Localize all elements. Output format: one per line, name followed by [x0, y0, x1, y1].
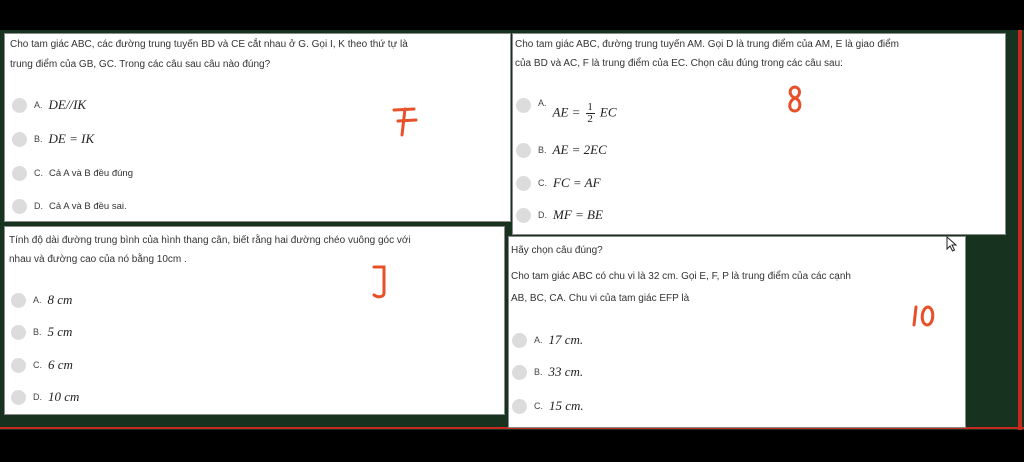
option-text: 5 cm [47, 324, 73, 339]
question-card-7 [4, 33, 511, 222]
option-label: A. [34, 100, 43, 110]
option-text: FC = AF [553, 175, 601, 190]
option-rhs: EC [599, 103, 617, 119]
handwritten-number-7 [390, 104, 422, 138]
question-card-8 [512, 33, 1006, 235]
handwritten-number-9 [369, 263, 391, 299]
radio-button[interactable] [12, 132, 27, 147]
option-7-a[interactable] [12, 96, 86, 114]
option-label: A. [33, 295, 42, 305]
option-label: D. [538, 210, 547, 220]
top-black-bar [0, 0, 1024, 30]
question-8-line-1: Cho tam giác ABC, đường trung tuyến AM. Gọi D là trung điểm của AM, E là giao điểm [515, 39, 899, 50]
radio-button[interactable] [512, 399, 527, 414]
bottom-black-bar [0, 430, 1024, 462]
radio-button[interactable] [516, 98, 531, 113]
radio-button[interactable] [11, 325, 26, 340]
option-label: D. [33, 392, 42, 402]
option-9-a[interactable] [11, 291, 72, 309]
question-7-line-1: Cho tam giác ABC, các đường trung tuyến BD và CE cắt nhau ở G. Gọi I, K theo thứ tự là [10, 39, 408, 50]
radio-button[interactable] [512, 333, 527, 348]
option-text: 17 cm. [548, 332, 584, 347]
radio-button[interactable] [11, 293, 26, 308]
option-8-b[interactable] [516, 141, 607, 159]
option-text: 33 cm. [548, 364, 584, 379]
option-9-b[interactable] [11, 323, 72, 341]
option-10-c[interactable] [512, 397, 584, 415]
option-label: C. [34, 168, 43, 178]
option-9-c[interactable] [11, 356, 73, 374]
radio-button[interactable] [516, 143, 531, 158]
option-lhs: AE = [552, 103, 581, 119]
option-label: B. [34, 134, 43, 144]
question-10-line-2: AB, BC, CA. Chu vi của tam giác EFP là [511, 293, 690, 304]
question-card-10 [508, 236, 966, 428]
option-label: D. [34, 201, 43, 211]
option-text: DE = IK [48, 131, 95, 146]
radio-button[interactable] [11, 358, 26, 373]
question-10-line-1: Cho tam giác ABC có chu vi là 32 cm. Gọi E, F, P là trung điểm của các cạnh [511, 271, 851, 282]
fraction-one-half [586, 102, 595, 125]
radio-button[interactable] [512, 365, 527, 380]
handwritten-number-8 [785, 84, 805, 114]
option-label: C. [33, 360, 42, 370]
option-7-c[interactable] [12, 164, 133, 182]
option-text: Cả A và B đều sai. [49, 200, 127, 212]
red-accent-edge [1018, 30, 1022, 430]
option-9-d[interactable] [11, 388, 79, 406]
option-7-b[interactable] [12, 130, 94, 148]
option-text: Cả A và B đều đúng [49, 167, 133, 179]
radio-button[interactable] [516, 176, 531, 191]
option-10-a[interactable] [512, 331, 583, 349]
option-label: A. [534, 335, 543, 345]
option-text: AE = 2EC [552, 142, 607, 157]
option-label: A. [538, 98, 547, 108]
option-label: C. [534, 401, 543, 411]
radio-button[interactable] [12, 199, 27, 214]
handwritten-number-10 [911, 303, 939, 329]
radio-button[interactable] [12, 166, 27, 181]
option-text: MF = BE [553, 207, 603, 222]
option-label: B. [33, 327, 42, 337]
option-text: 8 cm [47, 292, 73, 307]
option-10-b[interactable] [512, 363, 583, 381]
option-7-d[interactable] [12, 197, 127, 215]
question-10-header [511, 241, 961, 260]
option-text: 10 cm [48, 389, 80, 404]
question-10-header-text: Hãy chọn câu đúng? [511, 245, 603, 256]
radio-button[interactable] [12, 98, 27, 113]
radio-button[interactable] [11, 390, 26, 405]
fraction-numerator: 1 [587, 100, 593, 113]
question-9-line-2: nhau và đường cao của nó bằng 10cm . [9, 254, 187, 265]
question-7-line-2: trung điểm của GB, GC. Trong các câu sau câu nào đúng? [10, 59, 271, 70]
option-8-d[interactable] [516, 206, 603, 224]
option-label: C. [538, 178, 547, 188]
radio-button[interactable] [516, 208, 531, 223]
option-text: 15 cm. [549, 398, 584, 413]
question-card-9 [4, 226, 505, 415]
option-text [553, 102, 617, 125]
option-label: B. [538, 145, 547, 155]
option-8-c[interactable] [516, 174, 601, 192]
option-text: 6 cm [48, 357, 73, 372]
option-8-a[interactable] [516, 96, 617, 130]
question-8-line-2: của BD và AC, F là trung điểm của EC. Chọn câu đúng trong các câu sau: [515, 58, 843, 69]
mouse-cursor-icon [946, 236, 958, 252]
option-label: B. [534, 367, 543, 377]
fraction-denominator: 2 [587, 112, 593, 125]
option-text: DE//IK [48, 97, 87, 112]
question-9-line-1: Tính độ dài đường trung bình của hình thang cân, biết rằng hai đường chéo vuông góc với [9, 235, 411, 246]
